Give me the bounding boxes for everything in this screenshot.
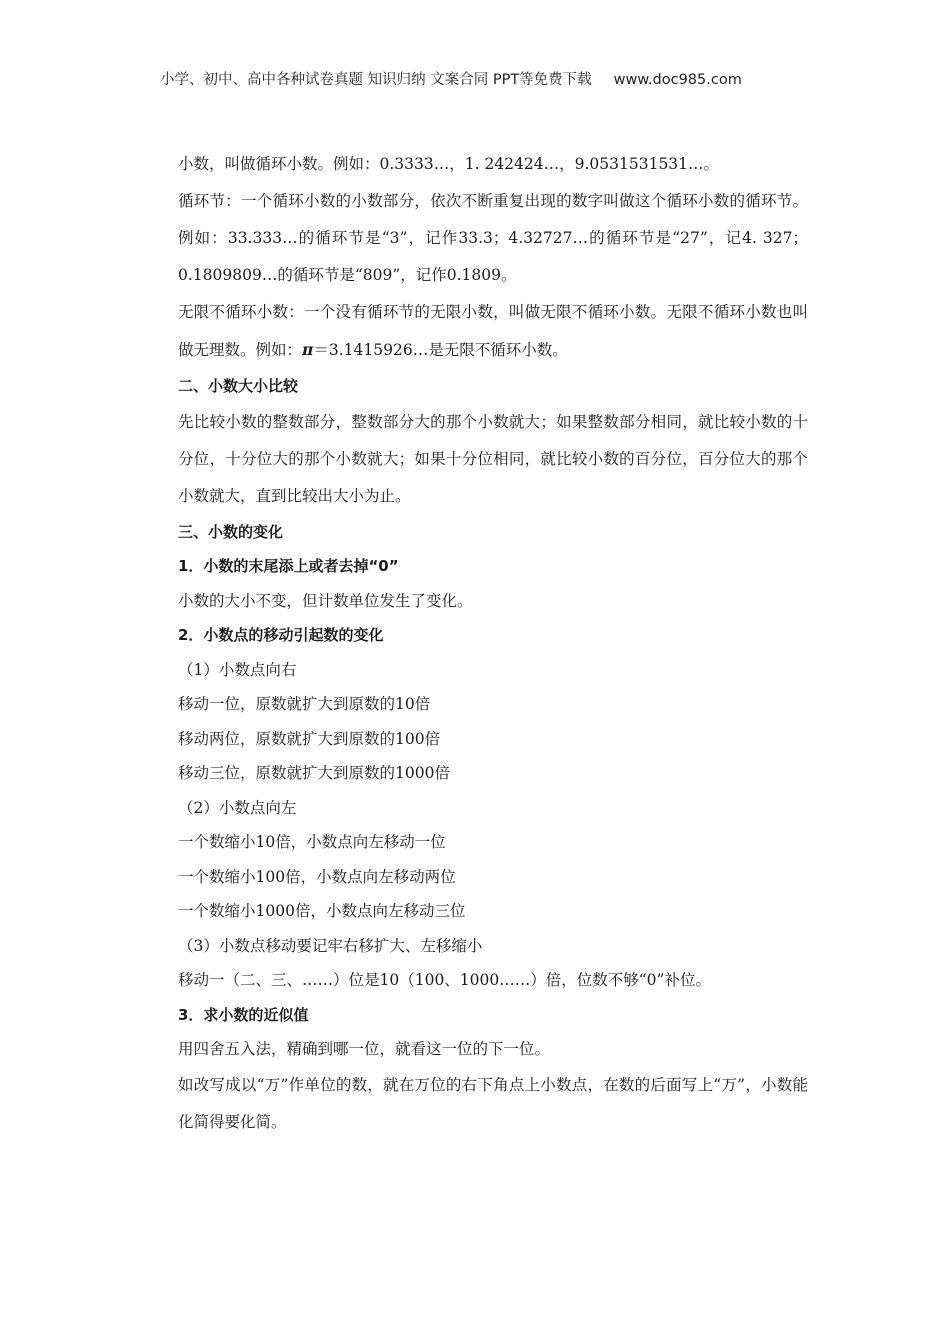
list-item: （3）小数点移动要记牢右移扩大、左移缩小 <box>178 936 483 955</box>
irrational-text-after: ＝3.1415926…是无限不循环小数。 <box>313 341 568 359</box>
list-item: 移动一位，原数就扩大到原数的10倍 <box>178 695 431 713</box>
paragraph-irrational <box>178 294 808 369</box>
heading-comparison: 二、小数大小比较 <box>178 377 299 395</box>
list-item: 一个数缩小1000倍，小数点向左移动三位 <box>178 902 466 920</box>
list-item: （1）小数点向右 <box>178 660 297 679</box>
header-text: 小学、初中、高中各种试卷真题 知识归纳 文案合同 PPT等免费下载 <box>160 72 592 88</box>
list-item: 移动两位，原数就扩大到原数的100倍 <box>178 729 441 748</box>
document-body <box>178 146 808 1141</box>
list-item: 移动三位，原数就扩大到原数的1000倍 <box>178 764 450 782</box>
list-item: 移动一（二、三、……）位是10（100、1000……）倍，位数不够“0”补位。 <box>178 971 711 989</box>
pi-symbol: π <box>302 340 314 359</box>
subheading-trailing-zero: 1．小数的末尾添上或者去掉“0” <box>178 557 399 575</box>
paragraph-wan-unit: 如改写成以“万”作单位的数，就在万位的右下角点上小数点，在数的后面写上“万”，小数能化简得要化简。 <box>178 1075 808 1131</box>
subheading-approximation: 3．求小数的近似值 <box>178 1005 309 1024</box>
paragraph-rounding: 用四舍五入法，精确到哪一位，就看这一位的下一位。 <box>178 1040 551 1058</box>
list-item: 一个数缩小10倍，小数点向左移动一位 <box>178 833 446 851</box>
subheading-point-move: 2．小数点的移动引起数的变化 <box>178 626 384 644</box>
list-item: 一个数缩小100倍，小数点向左移动两位 <box>178 867 456 886</box>
paragraph-repetend: 循环节：一个循环小数的小数部分，依次不断重复出现的数字叫做这个循环小数的循环节。例如：33.333…的循环节是“3”，记作33.3；4.32727…的循环节是“27”，记4. 327；0.1809809…的循环节是“809”，记作0.1809。 <box>178 192 808 284</box>
irrational-text-before: 无限不循环小数：一个没有循环节的无限小数，叫做无限不循环小数。无限不循环小数也叫做无理数。例如： <box>178 303 808 359</box>
heading-changes: 三、小数的变化 <box>178 522 284 541</box>
list-item: （2）小数点向左 <box>178 798 297 817</box>
header-site-link[interactable]: www.doc985.com <box>613 72 742 88</box>
paragraph-trailing-zero: 小数的大小不变，但计数单位发生了变化。 <box>178 591 473 610</box>
page-header <box>160 68 800 89</box>
paragraph-comparison: 先比较小数的整数部分，整数部分大的那个小数就大；如果整数部分相同，就比较小数的十分位，十分位大的那个小数就大；如果十分位相同，就比较小数的百分位，百分位大的那个小数就大，直到比较出大小为止。 <box>178 412 808 505</box>
paragraph-recurring-decimal: 小数，叫做循环小数。例如：0.3333…，1. 242424…，9.0531531531…。 <box>178 155 720 173</box>
